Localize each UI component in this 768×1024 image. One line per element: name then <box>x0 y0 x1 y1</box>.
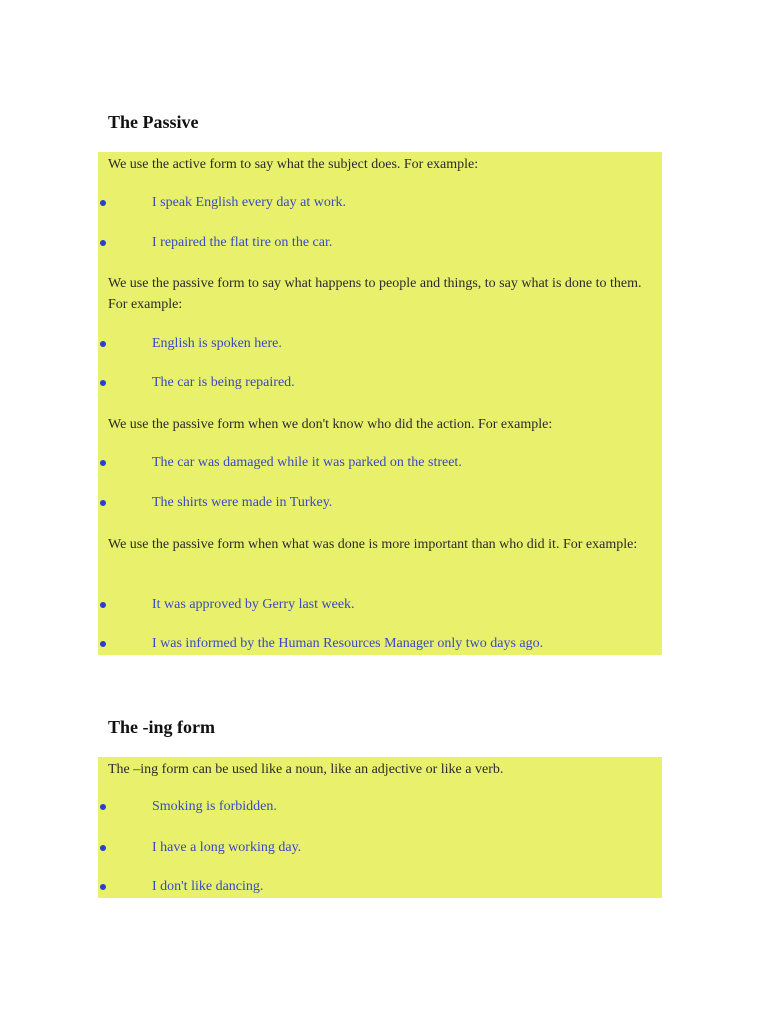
example-text: Smoking is forbidden. <box>152 799 277 814</box>
section-title-ing-form: The -ing form <box>108 717 215 737</box>
example-text: I speak English every day at work. <box>152 195 346 210</box>
paragraph: The –ing form can be used like a noun, like an adjective or like a verb. <box>108 762 504 777</box>
bullet-icon <box>100 341 106 347</box>
example-text: I repaired the flat tire on the car. <box>152 235 333 250</box>
list-item <box>98 232 662 254</box>
bullet-icon <box>100 804 106 810</box>
paragraph: We use the passive form when what was done is more important than who did it. For example: <box>108 537 638 552</box>
example-text: I was informed by the Human Resources Manager only two days ago. <box>152 636 544 651</box>
bullet-icon <box>100 845 106 851</box>
bullet-icon <box>100 460 106 466</box>
paragraph: We use the passive form when we don't know who did the action. For example: <box>108 417 553 432</box>
bullet-icon <box>100 380 106 386</box>
paragraph: We use the passive form to say what happens to people and things, to say what is done to them. For example: <box>108 276 642 312</box>
example-text: The car is being repaired. <box>152 375 295 390</box>
example-text: English is spoken here. <box>152 336 282 351</box>
example-text: The shirts were made in Turkey. <box>152 495 333 510</box>
bullet-icon <box>100 641 106 647</box>
list-item <box>98 633 662 655</box>
list-item <box>98 796 662 818</box>
list-item <box>98 192 662 214</box>
example-text: It was approved by Gerry last week. <box>152 597 355 612</box>
ing-form-highlight-block <box>98 757 662 898</box>
example-text: I don't like dancing. <box>152 879 264 894</box>
bullet-icon <box>100 200 106 206</box>
bullet-icon <box>100 500 106 506</box>
example-text: The car was damaged while it was parked on the street. <box>152 455 462 470</box>
paragraph: We use the active form to say what the subject does. For example: <box>108 157 479 172</box>
section-title-passive: The Passive <box>108 112 199 132</box>
list-item <box>98 333 662 355</box>
bullet-icon <box>100 602 106 608</box>
example-text: I have a long working day. <box>152 840 302 855</box>
list-item <box>98 452 662 474</box>
bullet-icon <box>100 240 106 246</box>
bullet-icon <box>100 884 106 890</box>
passive-highlight-block <box>98 152 662 655</box>
list-item <box>98 837 662 859</box>
list-item <box>98 372 662 394</box>
list-item <box>98 876 662 898</box>
list-item <box>98 594 662 616</box>
list-item <box>98 492 662 514</box>
